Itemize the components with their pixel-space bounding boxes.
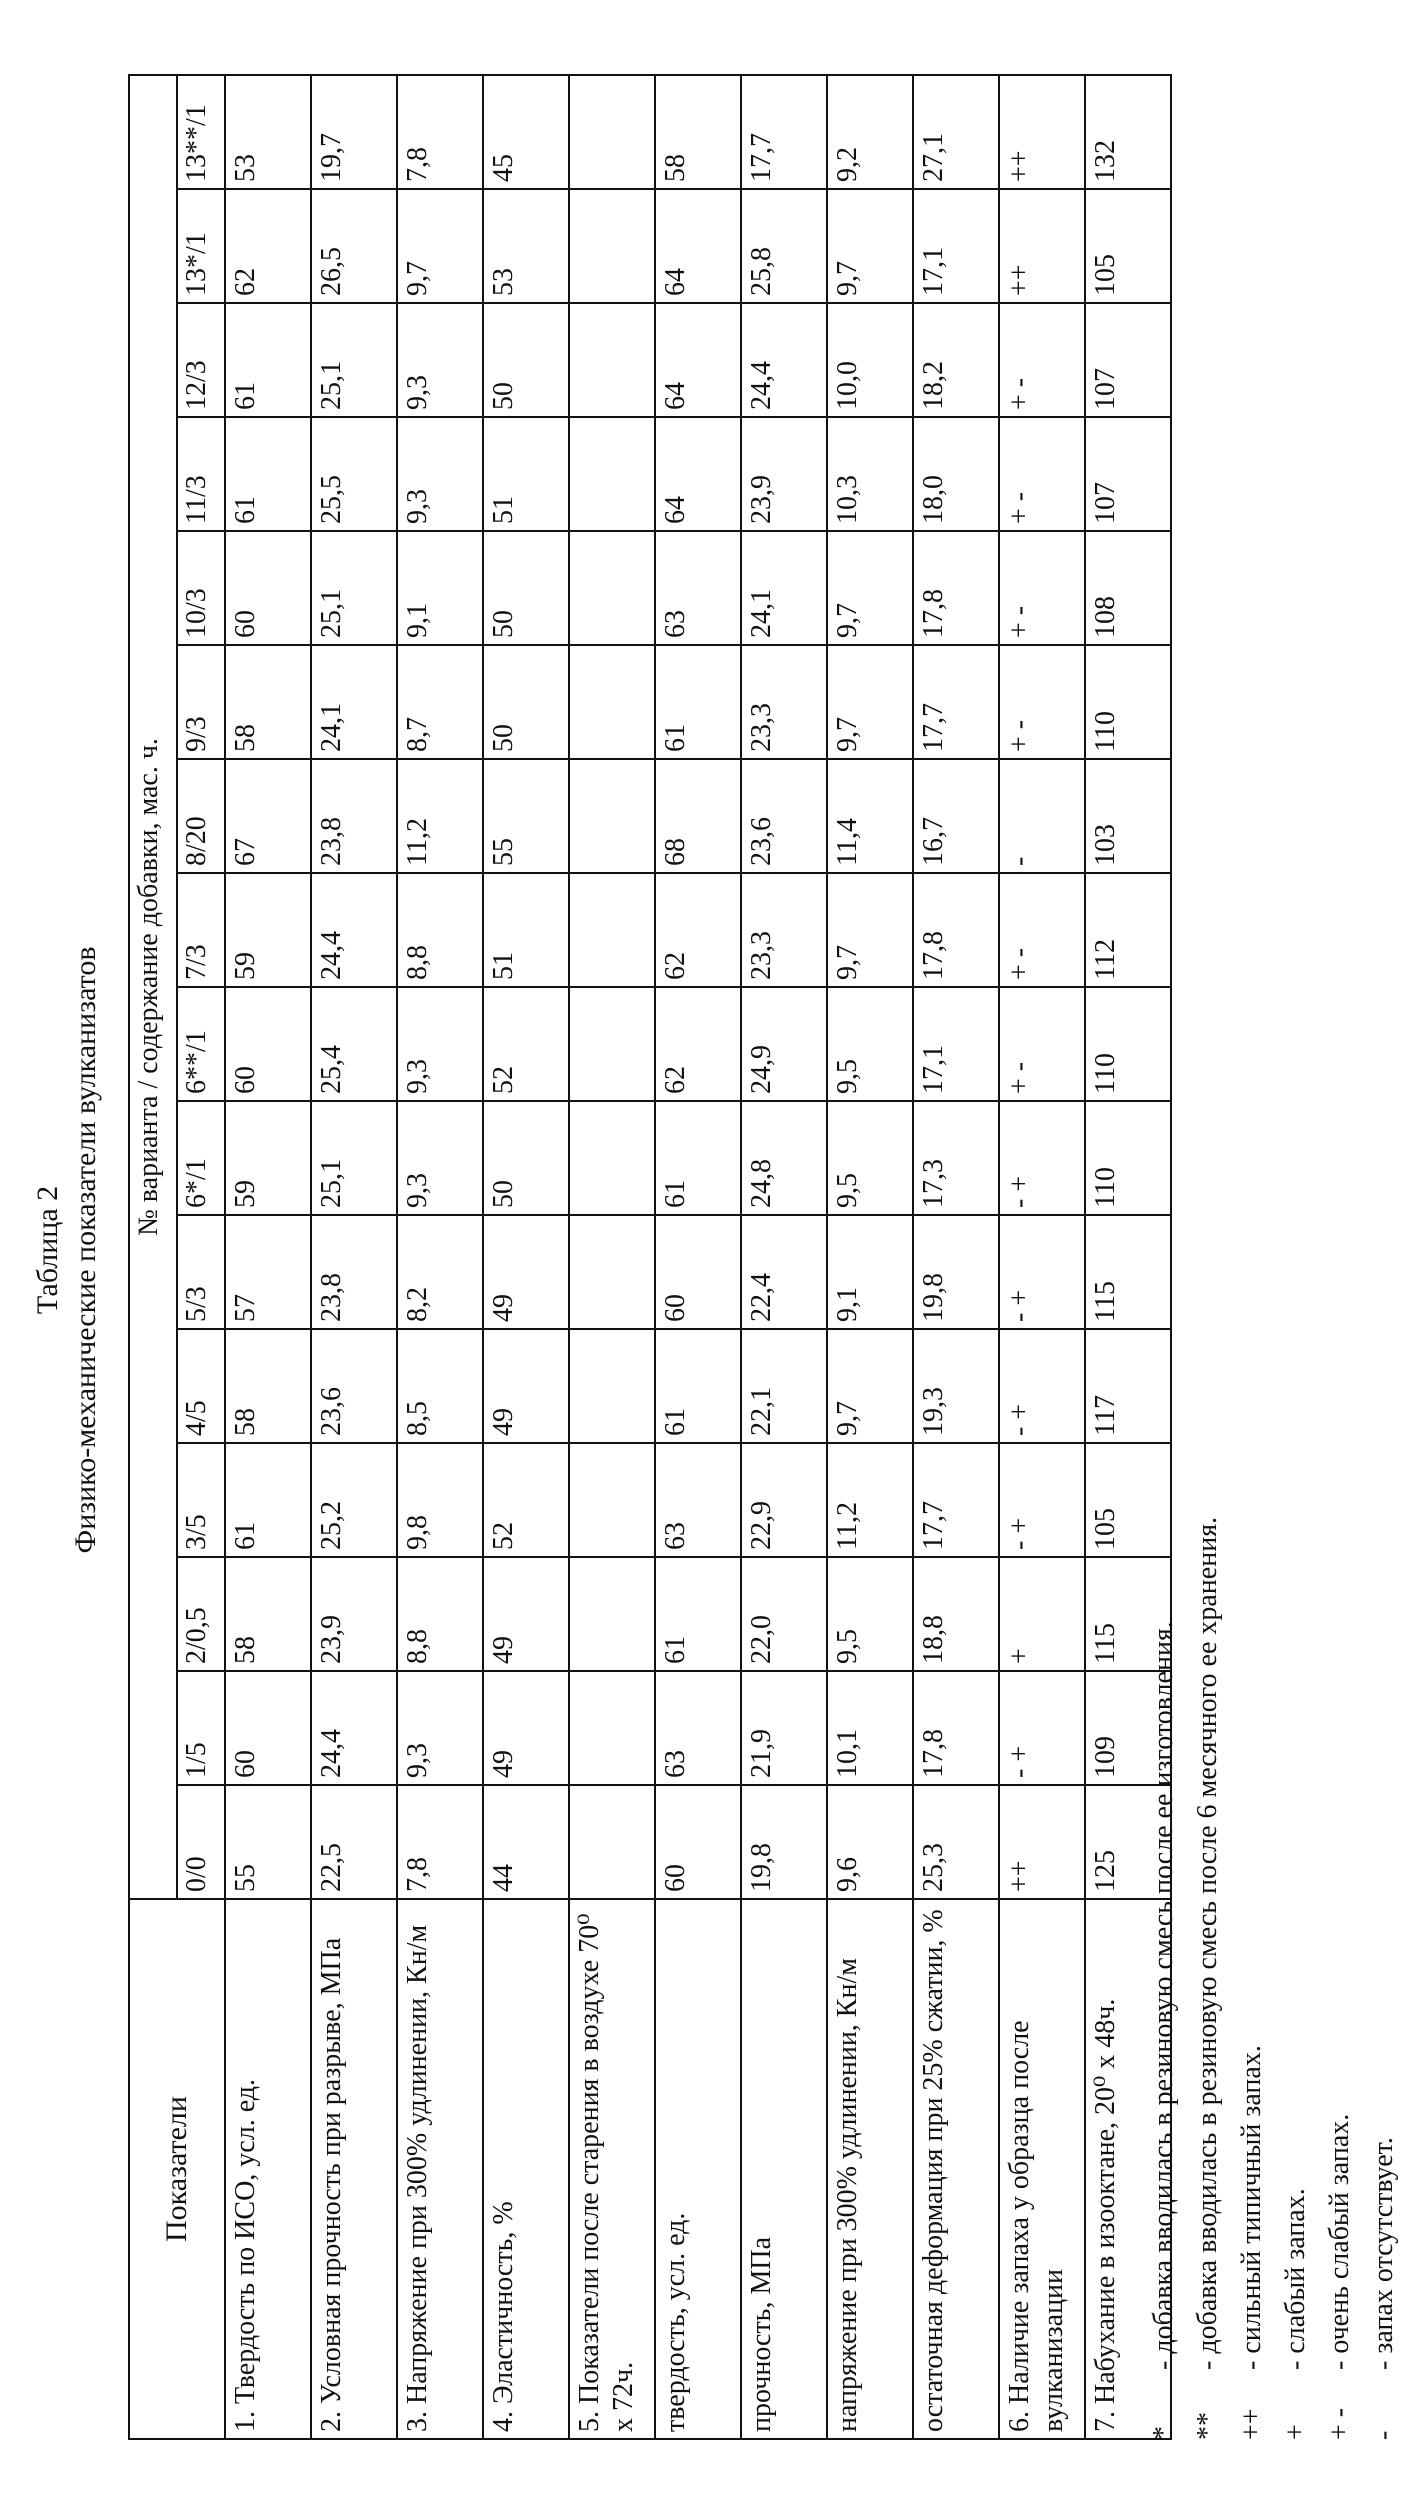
table-cell: 9,6 [827,1785,913,1899]
table-cell: - + [999,1329,1085,1443]
column-header: 4/5 [177,1329,225,1443]
table-cell: 24,1 [741,531,827,645]
table-cell [569,873,655,987]
table-cell: 52 [483,987,569,1101]
table-cell: 9,7 [827,189,913,303]
table-row [397,75,483,2439]
table-cell: 27,1 [913,75,999,189]
row-label: 1. Твердость по ИСО, усл. ед. [225,1899,311,2439]
table-cell: 61 [225,303,311,417]
table-cell: 63 [655,1443,741,1557]
column-header: 6**/1 [177,987,225,1101]
table-cell [569,645,655,759]
table-body [225,75,1171,2439]
table-cell: 17,7 [913,645,999,759]
table-cell: ++ [999,75,1085,189]
table-cell: 17,7 [741,75,827,189]
table-cell: 18,0 [913,417,999,531]
table-cell: 9,7 [827,873,913,987]
table-cell: 59 [225,1101,311,1215]
table-cell: 9,7 [827,1329,913,1443]
footnote-mark: + - [1318,2370,1362,2440]
table-cell: + - [999,645,1085,759]
table-cell [569,1101,655,1215]
table-cell: 8,8 [397,873,483,987]
table-cell: 25,5 [311,417,397,531]
table-cell: 68 [655,759,741,873]
table-cell: 51 [483,417,569,531]
table-cell: 10,1 [827,1671,913,1785]
table-cell: 24,9 [741,987,827,1101]
table-cell: ++ [999,1785,1085,1899]
table-cell: 9,3 [397,1101,483,1215]
table-cell: 50 [483,531,569,645]
table-cell: + - [999,303,1085,417]
table-cell: 17,7 [913,1443,999,1557]
table-cell: 44 [483,1785,569,1899]
table-number: Таблица 2 [30,0,66,2500]
table-cell [569,759,655,873]
row-label: твердость, усл. ед. [655,1899,741,2439]
table-cell: 105 [1085,1443,1171,1557]
table-cell: 107 [1085,303,1171,417]
table-cell: 49 [483,1329,569,1443]
table-cell: 17,1 [913,189,999,303]
table-cell: 21,9 [741,1671,827,1785]
table-cell: 22,9 [741,1443,827,1557]
table-cell: 64 [655,303,741,417]
column-header: 8/20 [177,759,225,873]
column-header: 13**/1 [177,75,225,189]
table-cell: 11,2 [827,1443,913,1557]
table-cell: 17,8 [913,531,999,645]
table-cell: 23,3 [741,873,827,987]
table-cell: - [999,759,1085,873]
row-label: 4. Эластичность, % [483,1899,569,2439]
table-cell [569,1215,655,1329]
table-cell: 8,8 [397,1557,483,1671]
table-cell: 64 [655,189,741,303]
table-cell: 23,8 [311,759,397,873]
footnote-text: - сильный типичный запах. [1230,2045,1274,2370]
table-cell: 9,8 [397,1443,483,1557]
table-cell: + [999,1557,1085,1671]
table-cell: 24,4 [741,303,827,417]
footnote-mark: * [1142,2370,1186,2440]
column-header: 0/0 [177,1785,225,1899]
table-cell: 58 [225,1329,311,1443]
table-cell: + - [999,531,1085,645]
table-cell: 9,3 [397,987,483,1101]
table-cell: 23,6 [741,759,827,873]
table-cell: 61 [225,417,311,531]
table-cell: 18,2 [913,303,999,417]
table-cell: 22,0 [741,1557,827,1671]
footnote-mark: + [1274,2370,1318,2440]
table-cell: 51 [483,873,569,987]
table-cell: - + [999,1443,1085,1557]
table-cell: 61 [655,645,741,759]
table-cell: 53 [483,189,569,303]
table-cell [569,189,655,303]
table-cell: 55 [483,759,569,873]
table-cell: 61 [225,1443,311,1557]
table-row [311,75,397,2439]
row-label: напряжение при 300% удлинении, Кн/м [827,1899,913,2439]
table-cell: 24,1 [311,645,397,759]
table-row [999,75,1085,2439]
table-cell: 58 [225,645,311,759]
row-label: 5. Показатели после старения в воздухе 70⁰ х 72ч. [569,1899,655,2439]
table-cell: 50 [483,303,569,417]
table-cell [569,1329,655,1443]
table-cell: 62 [225,189,311,303]
table-row [483,75,569,2439]
table-cell: 23,9 [311,1557,397,1671]
table-cell: 19,8 [913,1215,999,1329]
table-cell: 17,8 [913,1671,999,1785]
table-row [913,75,999,2439]
table-cell: 7,8 [397,75,483,189]
table-cell: 62 [655,873,741,987]
table-cell: 22,1 [741,1329,827,1443]
table-cell [569,1557,655,1671]
table-cell: - + [999,1671,1085,1785]
footnotes [1142,1517,1406,2440]
table-cell: - + [999,1215,1085,1329]
table-cell: 50 [483,645,569,759]
row-label: 3. Напряжение при 300% удлинении, Кн/м [397,1899,483,2439]
table-cell: 112 [1085,873,1171,987]
footnote-text: - очень слабый запах. [1318,2114,1362,2370]
table-row [655,75,741,2439]
table-cell: 25,2 [311,1443,397,1557]
rotated-page [0,0,1424,2500]
column-header: 10/3 [177,531,225,645]
table-cell: 22,4 [741,1215,827,1329]
table-cell: 24,8 [741,1101,827,1215]
table-cell: 8,7 [397,645,483,759]
table-cell [569,75,655,189]
table-cell: 50 [483,1101,569,1215]
column-header: 11/3 [177,417,225,531]
footnote [1142,1517,1186,2440]
table-cell: 55 [225,1785,311,1899]
table-cell: 59 [225,873,311,987]
table-cell: 25,4 [311,987,397,1101]
footnote-mark: ** [1186,2370,1230,2440]
group-header: № варианта / содержание добавки, мас. ч. [129,75,177,1899]
table-cell: 7,8 [397,1785,483,1899]
table-cell: 103 [1085,759,1171,873]
column-header: 1/5 [177,1671,225,1785]
row-label: 2. Условная прочность при разрыве, МПа [311,1899,397,2439]
table-cell [569,1443,655,1557]
table-cell: 25,1 [311,303,397,417]
table-cell: 25,1 [311,531,397,645]
footnote [1186,1517,1230,2440]
column-header: 3/5 [177,1443,225,1557]
table-cell: 8,2 [397,1215,483,1329]
table-cell [569,1785,655,1899]
table-cell: 105 [1085,189,1171,303]
table-cell: 63 [655,1671,741,1785]
header-row-group [129,75,177,2439]
table-cell: 45 [483,75,569,189]
table-cell: 26,5 [311,189,397,303]
table-cell: 53 [225,75,311,189]
footnote-text: - слабый запах. [1274,2188,1318,2370]
column-header: 9/3 [177,645,225,759]
table-cell: 110 [1085,645,1171,759]
footnote-mark: ++ [1230,2370,1274,2440]
table-cell: 9,7 [397,189,483,303]
table-cell: 9,5 [827,1101,913,1215]
table-cell: 115 [1085,1557,1171,1671]
table-cell: 9,3 [397,1671,483,1785]
table-cell: 109 [1085,1671,1171,1785]
table-row [741,75,827,2439]
column-header: 2/0,5 [177,1557,225,1671]
table-cell: 110 [1085,1101,1171,1215]
table-cell: 17,3 [913,1101,999,1215]
table-cell: 23,6 [311,1329,397,1443]
table-cell: 23,3 [741,645,827,759]
table-cell: 9,1 [827,1215,913,1329]
table-cell: 132 [1085,75,1171,189]
table-cell: - + [999,1101,1085,1215]
table-cell: 11,4 [827,759,913,873]
table-cell: 10,3 [827,417,913,531]
footnote-text: - добавка вводилась в резиновую смесь после 6 месячного ее хранения. [1186,1517,1230,2370]
table-cell: 9,2 [827,75,913,189]
row-label: остаточная деформация при 25% сжатии, % [913,1899,999,2439]
footnote-text: - добавка вводилась в резиновую смесь после ее изготовления. [1142,1621,1186,2370]
footnote [1362,1517,1406,2440]
properties-table [128,74,1172,2440]
footnote [1318,1517,1362,2440]
table-cell: 58 [225,1557,311,1671]
table-cell [569,1671,655,1785]
table-cell: 9,3 [397,303,483,417]
row-label: 6. Наличие запаха у образца после вулканизации [999,1899,1085,2439]
footnote-mark: - [1362,2370,1406,2440]
table-cell: 11,2 [397,759,483,873]
table-cell: 25,3 [913,1785,999,1899]
table-cell: 23,8 [311,1215,397,1329]
table-cell: 18,8 [913,1557,999,1671]
table-cell: 24,4 [311,873,397,987]
table-cell: 19,7 [311,75,397,189]
table-cell: 60 [655,1215,741,1329]
table-cell: 67 [225,759,311,873]
table-cell: 117 [1085,1329,1171,1443]
column-header: 5/3 [177,1215,225,1329]
row-label: прочность, МПа [741,1899,827,2439]
table-cell: 10,0 [827,303,913,417]
table-cell [569,417,655,531]
table-cell: 64 [655,417,741,531]
footnote-text: - запах отсутствует. [1362,2137,1406,2370]
table-cell: 107 [1085,417,1171,531]
table-cell: 61 [655,1101,741,1215]
row-label: 7. Набухание в изооктане, 20⁰ х 48ч. [1085,1899,1171,2439]
table-cell: 16,7 [913,759,999,873]
table-cell: 25,8 [741,189,827,303]
table-row [569,75,655,2439]
table-cell: 61 [655,1557,741,1671]
table-cell: 60 [225,987,311,1101]
table-cell: 24,4 [311,1671,397,1785]
table-cell: 17,8 [913,873,999,987]
table-cell: 49 [483,1557,569,1671]
table-cell: + - [999,987,1085,1101]
table-cell: 110 [1085,987,1171,1101]
table-cell: 49 [483,1671,569,1785]
table-row [225,75,311,2439]
footnote [1274,1517,1318,2440]
table-cell: + - [999,417,1085,531]
table-cell: 52 [483,1443,569,1557]
table-cell: 61 [655,1329,741,1443]
table-cell: 17,1 [913,987,999,1101]
table-cell: 9,7 [827,531,913,645]
table-title: Физико-механические показатели вулканизатов [68,0,104,2500]
column-header: 13*/1 [177,189,225,303]
table-cell: 60 [225,531,311,645]
table-cell: 60 [225,1671,311,1785]
table-cell: 19,3 [913,1329,999,1443]
table-cell: 63 [655,531,741,645]
column-header: 7/3 [177,873,225,987]
table-cell: 9,3 [397,417,483,531]
table-cell [569,303,655,417]
row-header: Показатели [129,1899,225,2439]
table-cell: 57 [225,1215,311,1329]
table-cell: 49 [483,1215,569,1329]
table-cell [569,531,655,645]
table-cell: 9,5 [827,987,913,1101]
table-cell: + - [999,873,1085,987]
table-cell: 58 [655,75,741,189]
table-cell: 108 [1085,531,1171,645]
table-cell: 8,5 [397,1329,483,1443]
table-cell: 62 [655,987,741,1101]
table-cell: 23,9 [741,417,827,531]
table-cell: 22,5 [311,1785,397,1899]
table-cell: 9,5 [827,1557,913,1671]
column-header: 12/3 [177,303,225,417]
table-cell [569,987,655,1101]
table-cell: ++ [999,189,1085,303]
table-cell: 9,7 [827,645,913,759]
table-cell: 125 [1085,1785,1171,1899]
table-cell: 25,1 [311,1101,397,1215]
table-cell: 115 [1085,1215,1171,1329]
footnote [1230,1517,1274,2440]
table-row [827,75,913,2439]
column-header: 6*/1 [177,1101,225,1215]
table-cell: 9,1 [397,531,483,645]
table-cell: 19,8 [741,1785,827,1899]
table-cell: 60 [655,1785,741,1899]
